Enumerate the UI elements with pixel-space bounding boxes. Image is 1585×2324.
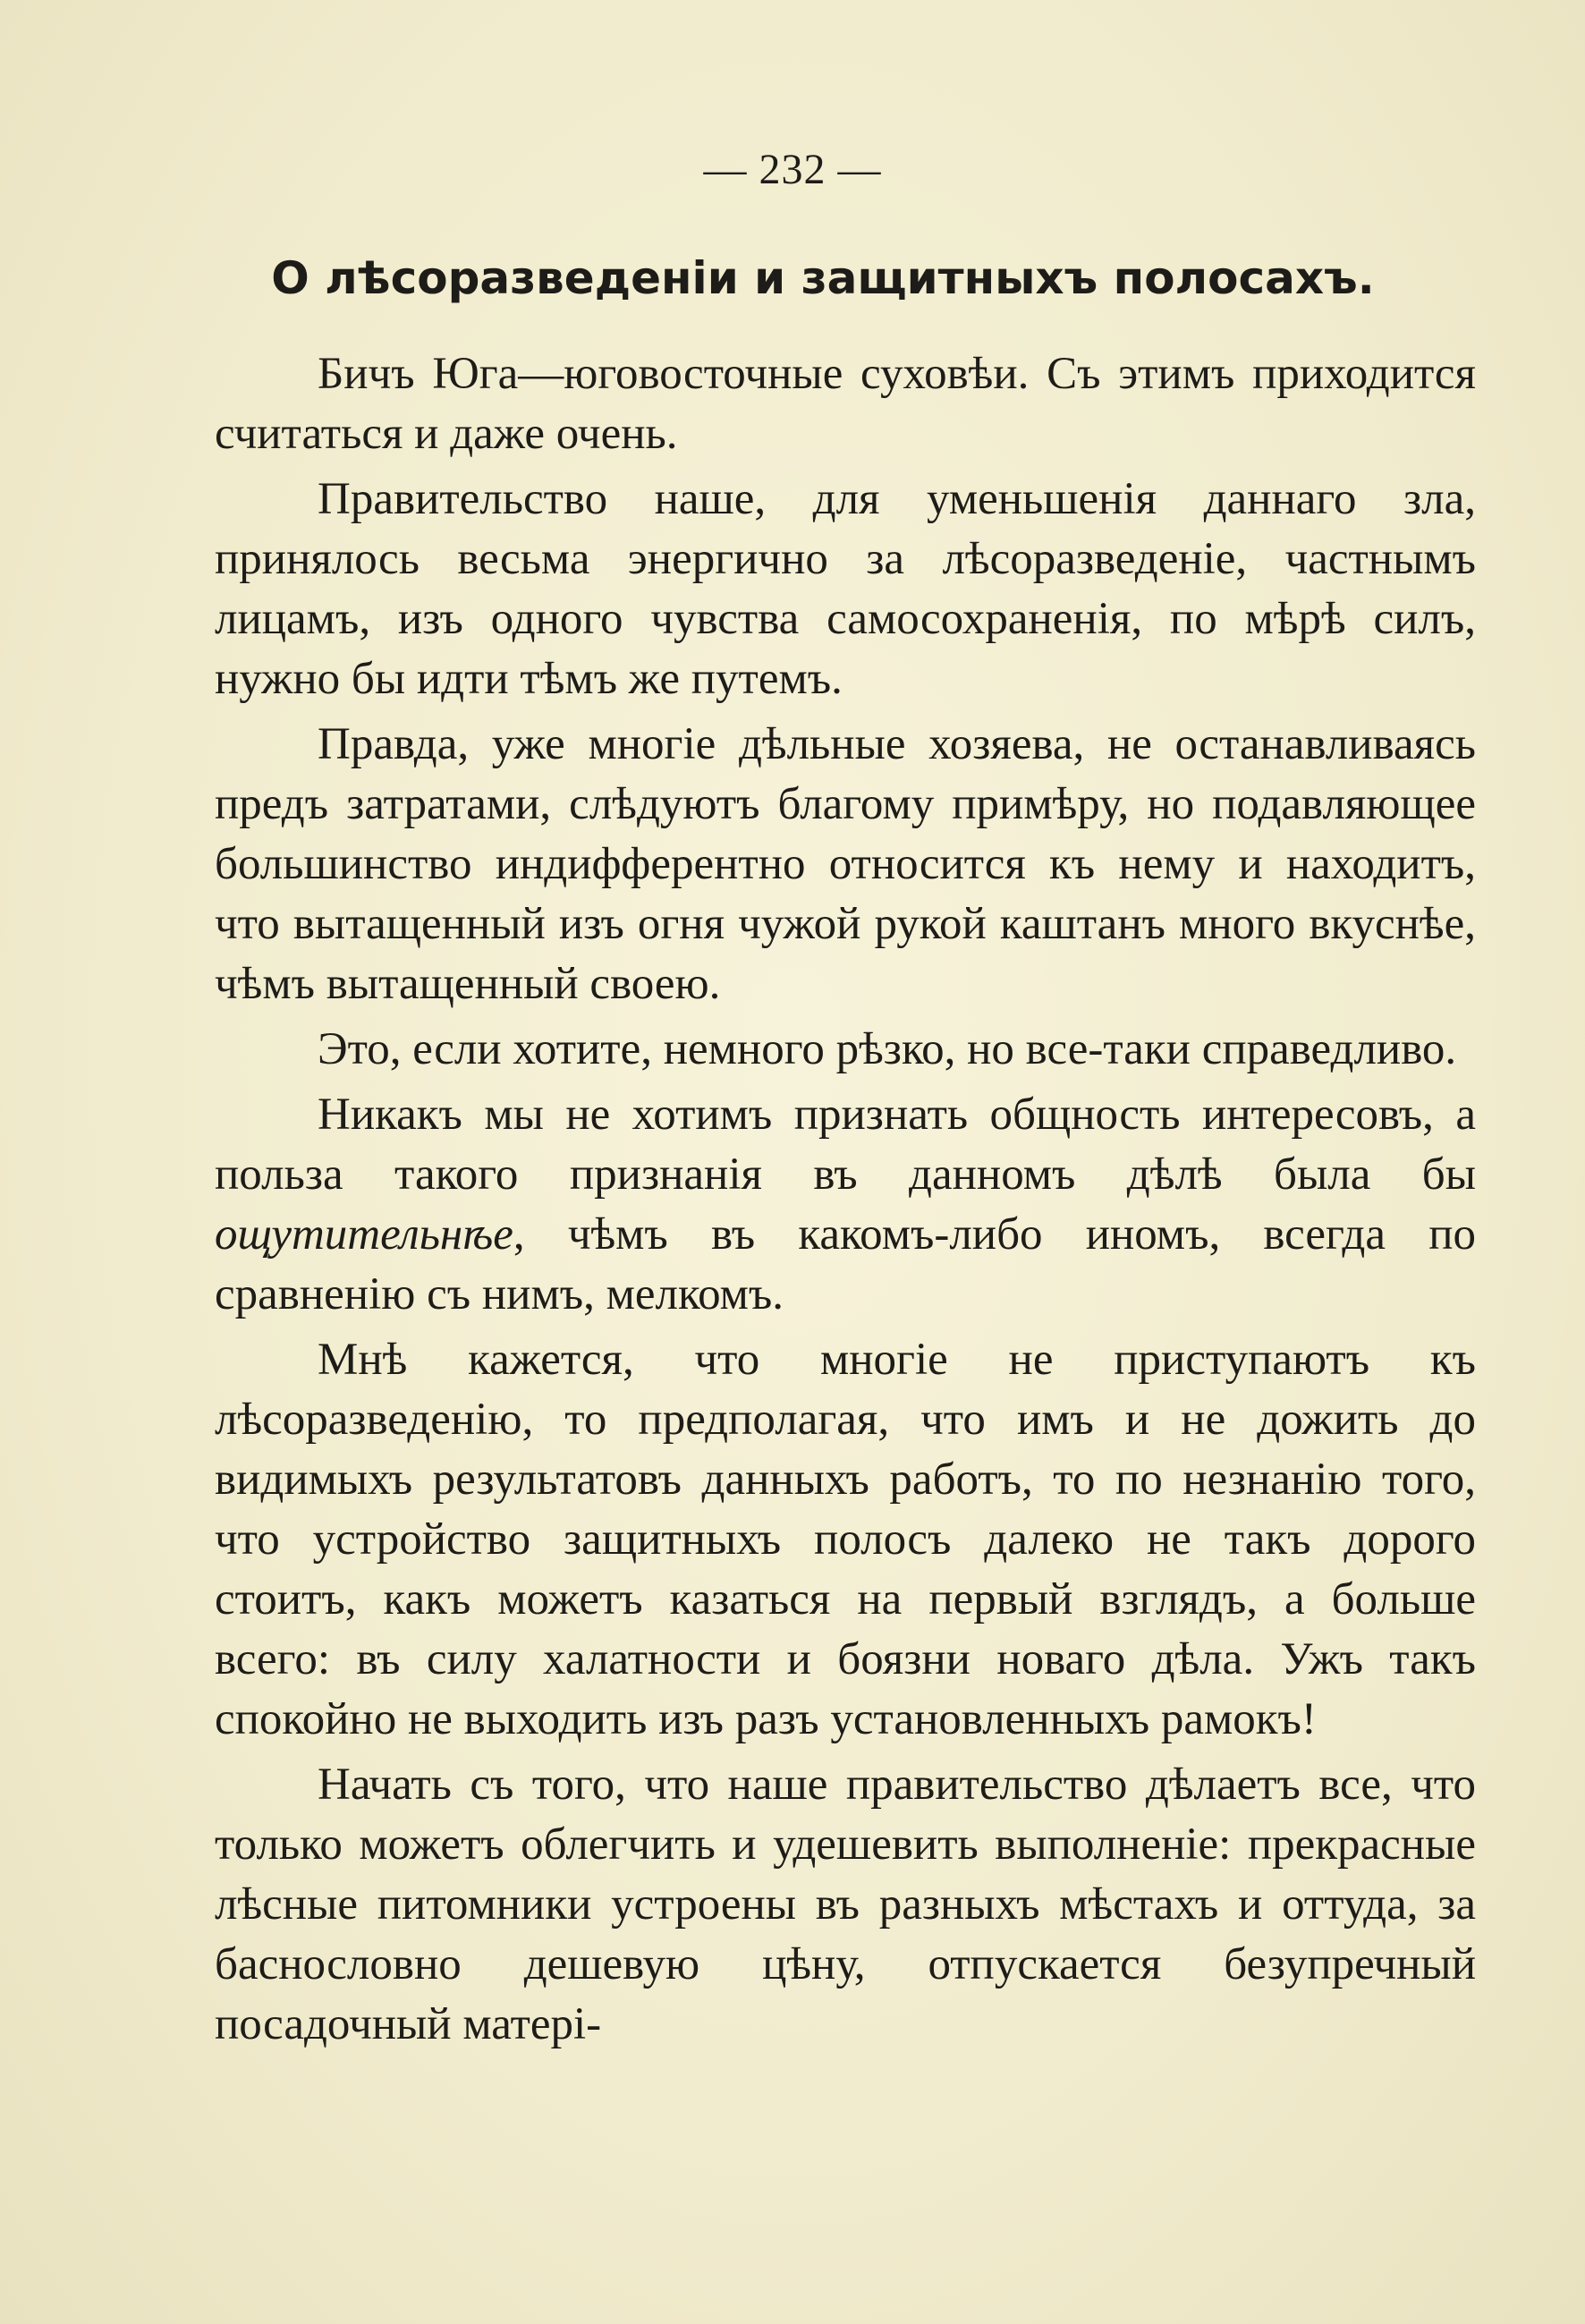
paragraph: Правительство наше, для уменьшенія даннаго зла, принялось весьма энергично за лѣсоразведеніе, частнымъ лицамъ, изъ одного чувства самосохраненія, по мѣрѣ силъ, нужно бы идти тѣмъ же путемъ.: [215, 474, 1476, 704]
article-body: [215, 344, 1476, 2060]
paragraph-text: , чѣмъ въ какомъ-либо иномъ, всегда по сравненію съ нимъ, мелкомъ.: [215, 1209, 1476, 1319]
paragraph: Правда, уже многіе дѣльные хозяева, не останавливаясь предъ затратами, слѣдуютъ благому примѣру, но подавляющее большинство индифферентно относится къ нему и находитъ, что вытащенный изъ огня чужой рукой каштанъ много вкуснѣе, чѣмъ вытащенный своею.: [215, 719, 1476, 1009]
paragraph: Бичъ Юга—юговосточные суховѣи. Съ этимъ приходится считаться и даже очень.: [215, 349, 1476, 459]
paragraph: [215, 1085, 1476, 1325]
paragraph: Это, если хотите, немного рѣзко, но все-таки справедливо.: [318, 1024, 1457, 1074]
article-title: О лѣсоразведеніи и защитныхъ полосахъ.: [271, 252, 1375, 304]
paragraph: Начать съ того, что наше правительство дѣлаетъ все, что только можетъ облегчить и удешевить выполненіе: прекрасные лѣсные питомники устроены въ разныхъ мѣстахъ и оттуда, за баснословно дешевую цѣну, отпускается безупречный посадочный матері-: [215, 1760, 1476, 2049]
paragraph: Мнѣ кажется, что многіе не приступаютъ къ лѣсоразведенію, то предполагая, что имъ и не дожить до видимыхъ результатовъ данныхъ работъ, то по незнанію того, что устройство защитныхъ полосъ далеко не такъ дорого стоитъ, какъ можетъ казаться на первый взглядъ, а больше всего: въ силу халатности и боязни новаго дѣла. Ужъ такъ спокойно не выходить изъ разъ установленныхъ рамокъ!: [215, 1335, 1476, 1744]
page-number: — 232 —: [703, 146, 882, 193]
paragraph-text: Никакъ мы не хотимъ признать общность интересовъ, а польза такого признанія въ данномъ дѣлѣ была бы: [215, 1090, 1476, 1200]
emphasized-word: ощутительнѣе: [215, 1209, 513, 1260]
